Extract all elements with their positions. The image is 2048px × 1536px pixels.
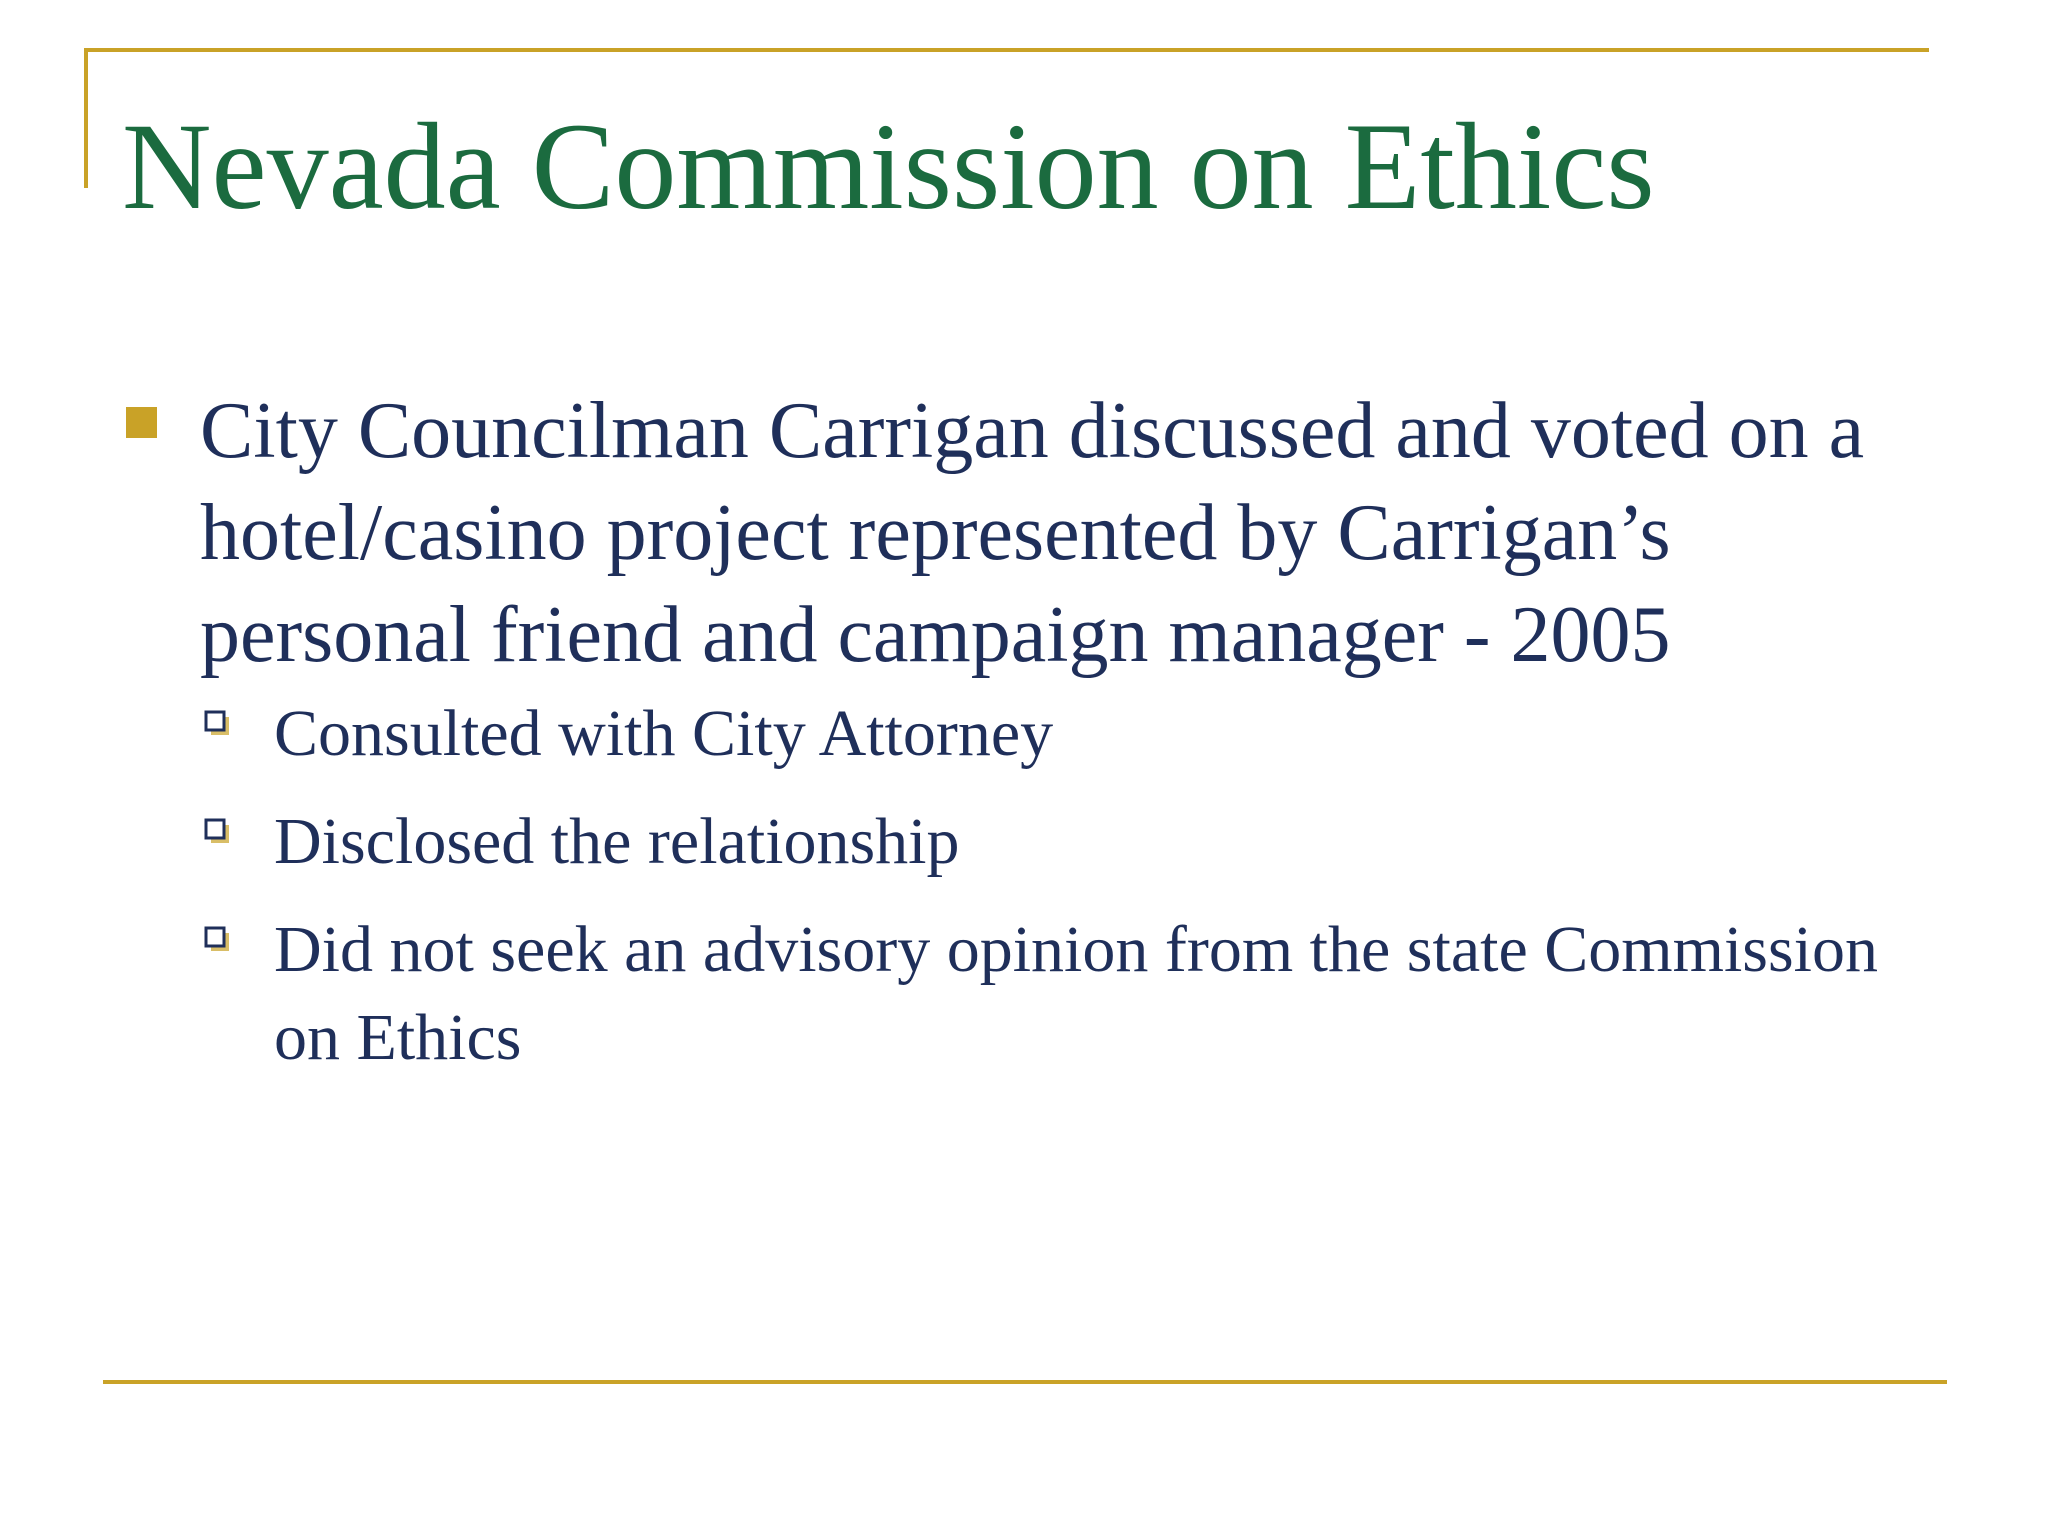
checkbox-bullet-icon [204, 710, 232, 738]
slide-title: Nevada Commission on Ethics [122, 98, 1655, 235]
top-rule [84, 48, 1929, 52]
square-bullet-icon [126, 407, 157, 438]
bullet-list [126, 380, 1956, 1102]
sub-bullet-item [274, 690, 1956, 778]
bullet-item [126, 380, 1956, 686]
checkbox-bullet-icon [204, 926, 232, 954]
left-rule [84, 48, 88, 188]
bullet-text: City Councilman Carrigan discussed and voted on a hotel/casino project represented by Carrigan’s personal friend and campaign manager - 2005 [200, 387, 1865, 679]
sub-bullet-text: Did not seek an advisory opinion from the state Commission on Ethics [274, 913, 1878, 1074]
bottom-rule [103, 1380, 1947, 1384]
sub-bullet-item [274, 906, 1956, 1082]
sub-bullet-text: Disclosed the relationship [274, 805, 960, 878]
sub-bullet-text: Consulted with City Attorney [274, 697, 1054, 770]
sub-bullet-list [126, 690, 1956, 1082]
sub-bullet-item [274, 798, 1956, 886]
checkbox-bullet-icon [204, 818, 232, 846]
